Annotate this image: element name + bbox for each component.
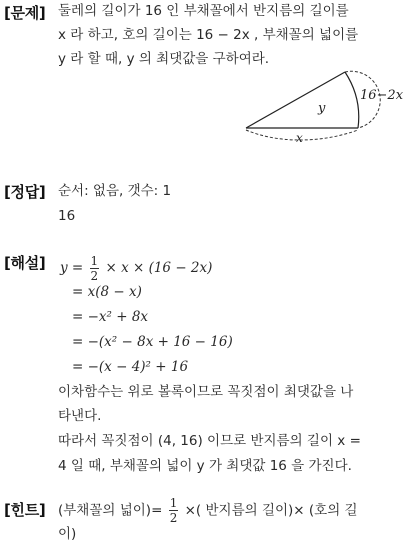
solution-text-2: 타낸다. — [58, 408, 102, 424]
answer-line-1: 순서: 없음, 갯수: 1 — [58, 183, 172, 199]
solution-step-2: = −x² + 8x — [72, 309, 149, 325]
hint-line-2: 이) — [58, 526, 77, 542]
problem-line-1: 둘레의 길이가 16 인 부채꼴에서 반지름의 길이를 — [58, 3, 349, 19]
solution-text-3: 따라서 꼭짓점이 (4, 16) 이므로 반지름의 길이 x = — [58, 433, 361, 449]
hint-num: 1 — [169, 496, 178, 510]
hint-part-2: ×( 반지름의 길이)× (호의 길 — [184, 502, 358, 519]
eq-first-lhs: y = — [60, 260, 84, 276]
solution-step-4: = −(x − 4)² + 16 — [72, 359, 189, 375]
figure-radius-label: x — [296, 131, 303, 145]
eq-first-num: 1 — [90, 254, 99, 268]
hint-fraction — [169, 496, 179, 525]
solution-step-1: = x(8 − x) — [72, 284, 142, 300]
solution-eq-first — [60, 254, 212, 283]
solution-text-4: 4 일 때, 부채꼴의 넓이 y 가 최댓값 16 을 가진다. — [58, 458, 352, 474]
answer-line-2: 16 — [58, 208, 76, 224]
solution-text-1: 이차함수는 위로 볼록이므로 꼭짓점이 최댓값을 나 — [58, 384, 354, 400]
hint-label: [힌트] — [4, 501, 46, 519]
problem-label: [문제] — [4, 4, 46, 22]
eq-first-den: 2 — [90, 269, 99, 283]
answer-label: [정답] — [4, 183, 46, 201]
solution-label: [해설] — [4, 254, 46, 272]
problem-line-3: y 라 할 때, y 의 최댓값을 구하여라. — [58, 51, 270, 67]
solution-step-3: = −(x² − 8x + 16 − 16) — [72, 334, 233, 350]
eq-first-fraction — [90, 254, 100, 283]
figure-arc-label: 16−2x — [360, 88, 403, 103]
hint-line-1 — [58, 496, 358, 525]
problem-line-2: x 라 하고, 호의 길이는 16 − 2x , 부채꼴의 넓이를 — [58, 27, 359, 43]
eq-first-rhs: × x × (16 − 2x) — [105, 260, 213, 276]
hint-den: 2 — [169, 511, 178, 525]
figure-area-label: y — [318, 101, 326, 116]
hint-part-1: (부채꼴의 넓이)= — [58, 502, 163, 519]
